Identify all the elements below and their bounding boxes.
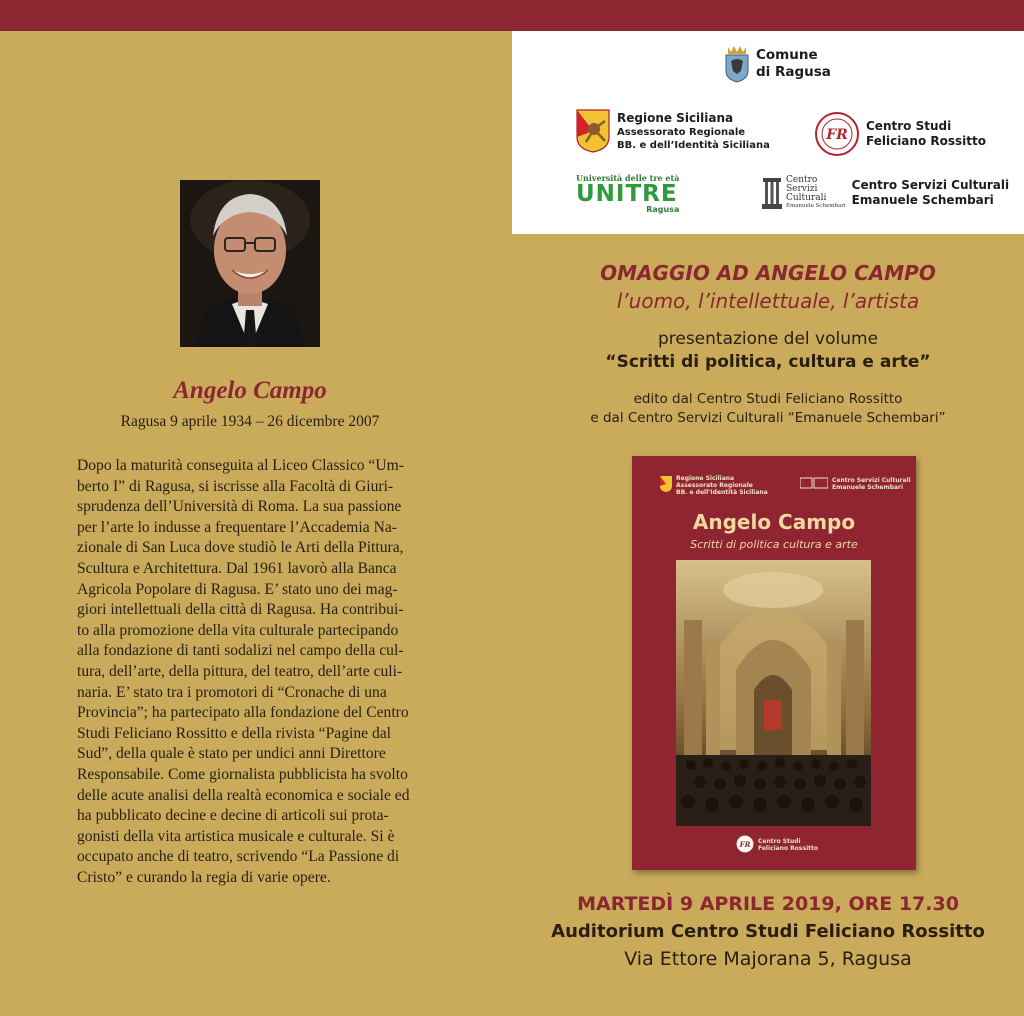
cover-sponsor-text: Regione Siciliana (676, 475, 735, 482)
centro-servizi-logo (760, 174, 1009, 212)
cover-sponsor-text: Emanuele Schembari (832, 484, 904, 491)
centro-servizi-mark-text: Servizi (786, 184, 818, 194)
cover-sponsor-text: Centro Servizi Culturali (832, 477, 911, 484)
bio-line: Responsabile. Come giornalista pubblicista ha svolto (77, 765, 408, 783)
sponsor-logos-panel (512, 31, 1024, 234)
bio-line: berto I” di Ragusa, si iscrisse alla Facoltà di Giuri- (77, 477, 394, 495)
unitre-logo (576, 173, 679, 214)
regione-sublabel: Assessorato Regionale (617, 126, 746, 138)
regione-siciliana-logo (576, 109, 770, 153)
centro-servizi-label: Emanuele Schembari (851, 193, 994, 207)
unitre-wordmark: UNITRE (576, 181, 678, 207)
top-banner-bar (0, 0, 1024, 31)
centro-servizi-label: Centro Servizi Culturali (851, 178, 1010, 192)
event-subtitle: l’uomo, l’intellettuale, l’artista (616, 289, 920, 313)
bio-line: zionale di San Luca dove studiò le Arti della Pittura, (77, 539, 404, 557)
book-title: “Scritti di politica, cultura e arte” (605, 352, 931, 372)
coat-of-arms-icon (724, 45, 750, 83)
cover-publisher-text: Centro Studi (758, 838, 801, 845)
comune-ragusa-logo (724, 45, 831, 83)
comune-label: Comune (756, 47, 818, 63)
bio-line: giori intellettuali della città di Ragusa. Ha contribui- (77, 601, 404, 619)
bio-line: Provincia”; ha partecipato alla fondazione del Centro (77, 704, 409, 722)
bio-line: Studi Feliciano Rossitto e della rivista “Pagine dal (77, 724, 391, 742)
cover-publisher-text: Feliciano Rossitto (758, 845, 818, 852)
person-name: Angelo Campo (173, 377, 327, 404)
centro-studi-label: Feliciano Rossitto (866, 134, 986, 148)
centro-servizi-mark (760, 174, 846, 212)
event-title: OMAGGIO AD ANGELO CAMPO (600, 261, 936, 285)
event-date-time: MARTEDÌ 9 APRILE 2019, ORE 17.30 (577, 893, 959, 915)
centro-servizi-mark-icon (800, 476, 828, 490)
church-interior-image (676, 560, 871, 826)
bio-line: Cristo” e curando la regia di varie opere. (77, 868, 331, 886)
publisher-line: edito dal Centro Studi Feliciano Rossitto (633, 391, 903, 407)
event-venue: Auditorium Centro Studi Feliciano Rossitto (551, 921, 985, 942)
publisher-line: e dal Centro Servizi Culturali “Emanuele Schembari” (590, 410, 946, 426)
regione-label: Regione Siciliana (617, 110, 734, 125)
fr-seal-icon (814, 111, 860, 157)
cover-sponsor-text: BB. e dell’Identità Siciliana (676, 489, 768, 496)
cover-sponsor-text: Assessorato Regionale (676, 482, 753, 489)
centro-servizi-mark-text: Emanuele Schembari (786, 203, 846, 209)
bio-line: Dopo la maturità conseguita al Liceo Classico “Um- (77, 457, 404, 474)
centro-servizi-mark-text: Culturali (786, 193, 827, 203)
unitre-bottom: Ragusa (646, 205, 680, 214)
bio-line: naria. E’ stato tra i promotori di “Cronache di una (77, 683, 387, 701)
fr-seal-icon (736, 835, 754, 853)
fr-monogram: FR (739, 840, 751, 849)
centro-studi-logo (814, 111, 986, 157)
bio-line: occupato anche di teatro, scrivendo “La Passione di (77, 848, 400, 866)
centro-servizi-mark-text: Centro (786, 175, 818, 185)
person-dates: Ragusa 9 aprile 1934 – 26 dicembre 2007 (120, 413, 380, 430)
trinacria-shield-icon (576, 109, 610, 153)
unitre-top: Università delle tre età (576, 173, 680, 183)
bio-line: per l’arte lo indusse a frequentare l’Accademia Na- (77, 518, 397, 536)
bio-line: tura, dell’arte, della pittura, del teatro, dell’arte culi- (77, 662, 403, 680)
pillar-emblem-icon (760, 174, 784, 212)
bio-line: Agricola Popolare di Ragusa. E’ stato uno dei mag- (77, 580, 398, 598)
bio-line: Scultura e Architettura. Dal 1961 lavorò alla Banca (77, 559, 397, 577)
event-address: Via Ettore Majorana 5, Ragusa (624, 948, 912, 970)
cover-title: Angelo Campo (692, 510, 856, 534)
centro-studi-label: Centro Studi (866, 119, 952, 133)
presentation-label: presentazione del volume (657, 329, 879, 349)
bio-line: sprudenza dell’Università di Roma. La sua passione (77, 498, 402, 516)
trinacria-shield-icon (660, 476, 672, 492)
bio-line: gonisti della vita artistica musicale e culturale. Si è (77, 827, 395, 845)
fr-monogram: FR (826, 127, 848, 143)
biography-text (77, 456, 422, 888)
bio-line: Sud”, della quale è stato per undici anni Direttore (77, 745, 386, 763)
regione-sublabel: BB. e dell’Identità Siciliana (617, 139, 770, 151)
portrait-photo (180, 180, 320, 347)
bio-line: alla fondazione di tanti sodalizi nel campo della cul- (77, 642, 404, 660)
bio-line: delle acute analisi della realtà economica e sociale ed (77, 786, 410, 804)
comune-label: di Ragusa (756, 64, 831, 80)
cover-subtitle: Scritti di politica cultura e arte (690, 538, 858, 551)
bio-line: to alla promozione della vita culturale partecipando (77, 621, 399, 639)
bio-line: ha pubblicato decine e decine di articoli sui prota- (77, 807, 389, 825)
book-cover (632, 456, 916, 870)
